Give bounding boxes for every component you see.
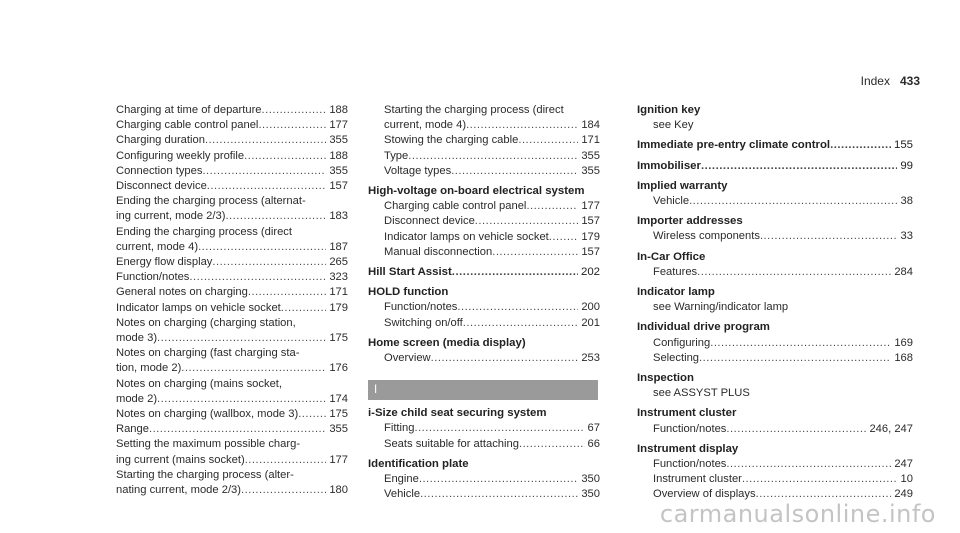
entry-text: Configuring — [653, 336, 711, 349]
entry-text: Manual disconnection — [384, 245, 493, 258]
leader-dots — [414, 421, 584, 436]
page-ref[interactable]: 174 — [329, 392, 348, 405]
index-entry — [368, 214, 600, 229]
entry-text: Charging cable control panel — [116, 119, 259, 132]
index-entry — [637, 422, 913, 437]
entry-text: Indicator lamps on vehicle socket — [384, 230, 549, 243]
page-ref[interactable]: 202 — [580, 266, 600, 279]
page-ref[interactable]: 355 — [581, 164, 600, 177]
index-entry — [116, 240, 348, 255]
page-number: 433 — [899, 74, 920, 88]
index-entry — [116, 133, 348, 148]
entry-text: Charging duration — [116, 134, 205, 147]
entry-text: Vehicle — [653, 195, 690, 208]
letter-section-header: I — [368, 380, 598, 400]
page-ref[interactable]: 175 — [329, 332, 348, 345]
index-entry — [637, 351, 913, 366]
page-ref[interactable]: 157 — [329, 180, 348, 193]
index-entry — [368, 164, 600, 179]
index-heading: Ignition key — [637, 104, 701, 116]
leader-dots — [241, 483, 326, 498]
page-ref[interactable]: 180 — [329, 484, 348, 497]
leader-dots — [451, 164, 578, 179]
entry-text: Engine — [384, 473, 419, 486]
entry-text: Switching on/off — [384, 316, 463, 329]
leader-dots — [181, 361, 326, 376]
entry-text: Disconnect device — [384, 215, 475, 228]
index-entry: Notes on charging (mains socket, — [116, 377, 283, 390]
leader-dots — [149, 422, 326, 437]
entry-text: current, mode 4) — [116, 240, 199, 253]
index-entry — [116, 422, 348, 437]
index-entry — [368, 300, 600, 315]
page-ref[interactable]: 176 — [329, 362, 348, 375]
entry-text: Charging cable control panel — [384, 200, 527, 213]
leader-dots — [207, 179, 327, 194]
entry-text: Type — [384, 149, 409, 162]
index-entry — [116, 209, 348, 224]
entry-text: Function/notes — [116, 271, 190, 284]
index-entry — [637, 194, 913, 209]
page-ref[interactable]: 179 — [581, 230, 600, 243]
leader-dots — [457, 300, 578, 315]
entry-text: Stowing the charging cable — [384, 134, 519, 147]
leader-dots — [431, 351, 579, 366]
entry-text: Disconnect device — [116, 180, 207, 193]
leader-dots — [452, 265, 578, 280]
index-entry: Starting the charging process (direct — [384, 104, 564, 116]
index-heading: High-voltage on-board electrical system — [368, 185, 585, 198]
index-entry — [116, 164, 348, 179]
entry-text: General notes on charging — [116, 286, 248, 299]
index-entry — [368, 472, 600, 487]
page-ref[interactable]: 155 — [893, 139, 913, 152]
page-ref[interactable]: 350 — [581, 488, 600, 501]
page-ref[interactable]: 177 — [329, 453, 348, 466]
page-ref[interactable]: 188 — [329, 149, 348, 162]
page-ref[interactable]: 201 — [581, 316, 600, 329]
page-ref[interactable]: 200 — [581, 301, 600, 314]
leader-dots — [157, 331, 326, 346]
leader-dots — [202, 164, 326, 179]
page-ref[interactable]: 168 — [894, 351, 913, 364]
index-heading: Identification plate — [368, 457, 469, 470]
leader-dots — [245, 453, 327, 468]
index-entry — [116, 149, 348, 164]
leader-dots — [710, 336, 891, 351]
entry-text: mode 2) — [116, 392, 158, 405]
watermark: carmanualsonline.info — [659, 500, 936, 528]
entry-text: Notes on charging (wallbox, mode 3) — [116, 408, 299, 421]
index-column-3 — [637, 103, 913, 503]
index-entry — [637, 229, 913, 244]
leader-dots — [189, 270, 326, 285]
index-column-2 — [368, 103, 600, 502]
entry-text: Configuring weekly profile — [116, 149, 245, 162]
page-ref[interactable]: 265 — [329, 256, 348, 269]
leader-dots — [408, 149, 578, 164]
leader-dots — [526, 199, 578, 214]
index-heading: i-Size child seat securing system — [368, 407, 547, 420]
index-heading: HOLD function — [368, 286, 449, 299]
leader-dots — [258, 118, 326, 133]
page-ref[interactable]: 249 — [894, 488, 913, 501]
index-entry: Notes on charging (charging station, — [116, 316, 296, 329]
entry-text: Indicator lamps on vehicle socket — [116, 301, 281, 314]
page-ref[interactable]: 38 — [900, 195, 913, 208]
entry-text: Seats suitable for attaching — [384, 437, 519, 450]
leader-dots — [830, 138, 891, 153]
entry-text: Connection types — [116, 164, 203, 177]
leader-dots — [262, 103, 327, 118]
index-heading: In-Car Office — [637, 250, 706, 263]
page-ref[interactable]: 67 — [587, 422, 600, 435]
index-heading: Inspection — [637, 372, 694, 385]
leader-dots — [518, 133, 578, 148]
leader-dots — [466, 118, 578, 133]
index-entry — [116, 407, 348, 422]
entry-text: Hill Start Assist — [368, 266, 452, 279]
page-ref[interactable]: 187 — [329, 240, 348, 253]
leader-dots — [212, 255, 326, 270]
leader-dots — [205, 133, 326, 148]
section-title: Index — [860, 74, 890, 88]
page-ref[interactable]: 177 — [329, 119, 348, 132]
index-entry — [637, 265, 913, 280]
index-entry — [116, 301, 348, 316]
index-heading: Instrument display — [637, 442, 739, 455]
entry-text: ing current, mode 2/3) — [116, 210, 226, 223]
leader-dots — [519, 437, 585, 452]
leader-dots — [420, 487, 578, 502]
page-ref[interactable]: 66 — [587, 437, 600, 450]
page-ref[interactable]: 10 — [900, 473, 913, 486]
leader-dots — [742, 472, 898, 487]
entry-text: tion, mode 2) — [116, 362, 182, 375]
index-heading: Importer addresses — [637, 215, 743, 228]
index-entry — [368, 199, 600, 214]
index-entry: see Key — [653, 119, 694, 132]
entry-text: Immobiliser — [637, 159, 701, 172]
entry-text: Fitting — [384, 422, 415, 435]
leader-dots — [198, 240, 326, 255]
entry-text: Features — [653, 265, 698, 278]
index-entry — [368, 118, 600, 133]
index-entry — [116, 331, 348, 346]
leader-dots — [726, 422, 866, 437]
index-entry — [637, 457, 913, 472]
page-ref[interactable]: 99 — [900, 159, 913, 172]
page-ref[interactable]: 179 — [329, 301, 348, 314]
index-entry — [116, 179, 348, 194]
index-entry — [637, 472, 913, 487]
entry-text: Function/notes — [653, 422, 727, 435]
entry-text: Function/notes — [384, 301, 458, 314]
index-entry — [368, 245, 600, 260]
index-entry — [116, 270, 348, 285]
page-ref[interactable]: 184 — [581, 119, 600, 132]
index-entry — [116, 103, 348, 118]
index-heading: Individual drive program — [637, 321, 770, 334]
page-ref[interactable]: 188 — [329, 104, 348, 116]
index-entry — [368, 133, 600, 148]
leader-dots — [298, 407, 326, 422]
entry-text: Instrument cluster — [653, 473, 742, 486]
entry-text: Range — [116, 423, 149, 436]
index-entry — [368, 230, 600, 245]
entry-text: Energy flow display — [116, 256, 213, 269]
leader-dots — [475, 214, 579, 229]
entry-text: Charging at time of departure — [116, 104, 262, 116]
page-ref[interactable]: 247 — [894, 458, 913, 471]
page-ref[interactable]: 355 — [581, 149, 600, 162]
index-column-1 — [116, 103, 348, 498]
page-ref[interactable]: 355 — [329, 164, 348, 177]
page-ref[interactable]: 323 — [329, 271, 348, 284]
page-header — [861, 74, 920, 88]
leader-dots — [248, 285, 326, 300]
entry-text: Function/notes — [653, 458, 727, 471]
leader-dots — [697, 265, 891, 280]
entry-text: Voltage types — [384, 164, 452, 177]
page-ref[interactable]: 171 — [329, 286, 348, 299]
leader-dots — [225, 209, 326, 224]
index-entry — [116, 453, 348, 468]
index-entry: see ASSYST PLUS — [653, 387, 750, 400]
entry-text: Selecting — [653, 351, 700, 364]
index-entry — [368, 437, 600, 452]
page-ref[interactable]: 246, 247 — [869, 422, 913, 435]
index-heading-entry — [637, 159, 913, 174]
leader-dots — [549, 230, 579, 245]
index-entry — [368, 487, 600, 502]
index-entry — [368, 421, 600, 436]
leader-dots — [157, 392, 326, 407]
page-ref[interactable]: 355 — [329, 423, 348, 436]
entry-text: Wireless components — [653, 230, 760, 243]
index-entry — [368, 316, 600, 331]
index-entry: Notes on charging (fast charging sta- — [116, 347, 300, 360]
index-heading-entry — [368, 265, 600, 280]
index-entry — [116, 285, 348, 300]
leader-dots — [689, 194, 897, 209]
index-entry: Ending the charging process (direct — [116, 225, 292, 238]
leader-dots — [492, 245, 578, 260]
entry-text: current, mode 4) — [384, 119, 467, 132]
leader-dots — [701, 159, 897, 174]
leader-dots — [281, 301, 327, 316]
page-ref[interactable]: 175 — [329, 408, 348, 421]
page-ref[interactable]: 284 — [894, 265, 913, 278]
index-heading: Implied warranty — [637, 179, 728, 192]
index-entry — [116, 392, 348, 407]
entry-text: ing current (mains socket) — [116, 453, 245, 466]
leader-dots — [419, 472, 578, 487]
index-heading-entry — [637, 138, 913, 153]
leader-dots — [726, 457, 891, 472]
index-entry — [116, 118, 348, 133]
index-entry — [116, 361, 348, 376]
leader-dots — [699, 351, 891, 366]
index-heading: Home screen (media display) — [368, 336, 526, 349]
page-ref[interactable]: 253 — [581, 352, 600, 365]
index-entry — [368, 351, 600, 366]
index-entry — [116, 255, 348, 270]
leader-dots — [244, 149, 326, 164]
entry-text: Immediate pre-entry climate control — [637, 139, 831, 152]
page-ref[interactable]: 157 — [581, 215, 600, 228]
entry-text: nating current, mode 2/3) — [116, 484, 241, 497]
page-ref[interactable]: 355 — [329, 134, 348, 147]
page-ref[interactable]: 33 — [900, 230, 913, 243]
entry-text: Vehicle — [384, 488, 421, 501]
index-entry: see Warning/indicator lamp — [653, 301, 789, 314]
index-heading: Indicator lamp — [637, 286, 715, 299]
page-ref[interactable]: 169 — [894, 336, 913, 349]
leader-dots — [463, 316, 579, 331]
page-ref[interactable]: 183 — [329, 210, 348, 223]
index-entry: Starting the charging process (alter- — [116, 468, 294, 481]
entry-text: Overview of displays — [653, 488, 756, 501]
index-entry: Setting the maximum possible charg- — [116, 438, 301, 451]
index-entry — [116, 483, 348, 498]
page-ref[interactable]: 177 — [581, 200, 600, 213]
entry-text: Overview — [384, 352, 431, 365]
leader-dots — [760, 229, 898, 244]
index-entry — [368, 149, 600, 164]
page-ref[interactable]: 157 — [581, 245, 600, 258]
index-heading: Instrument cluster — [637, 407, 737, 420]
index-entry — [637, 336, 913, 351]
page-ref[interactable]: 350 — [581, 473, 600, 486]
index-entry: Ending the charging process (alternat- — [116, 195, 306, 208]
page-ref[interactable]: 171 — [581, 134, 600, 147]
entry-text: mode 3) — [116, 332, 158, 345]
